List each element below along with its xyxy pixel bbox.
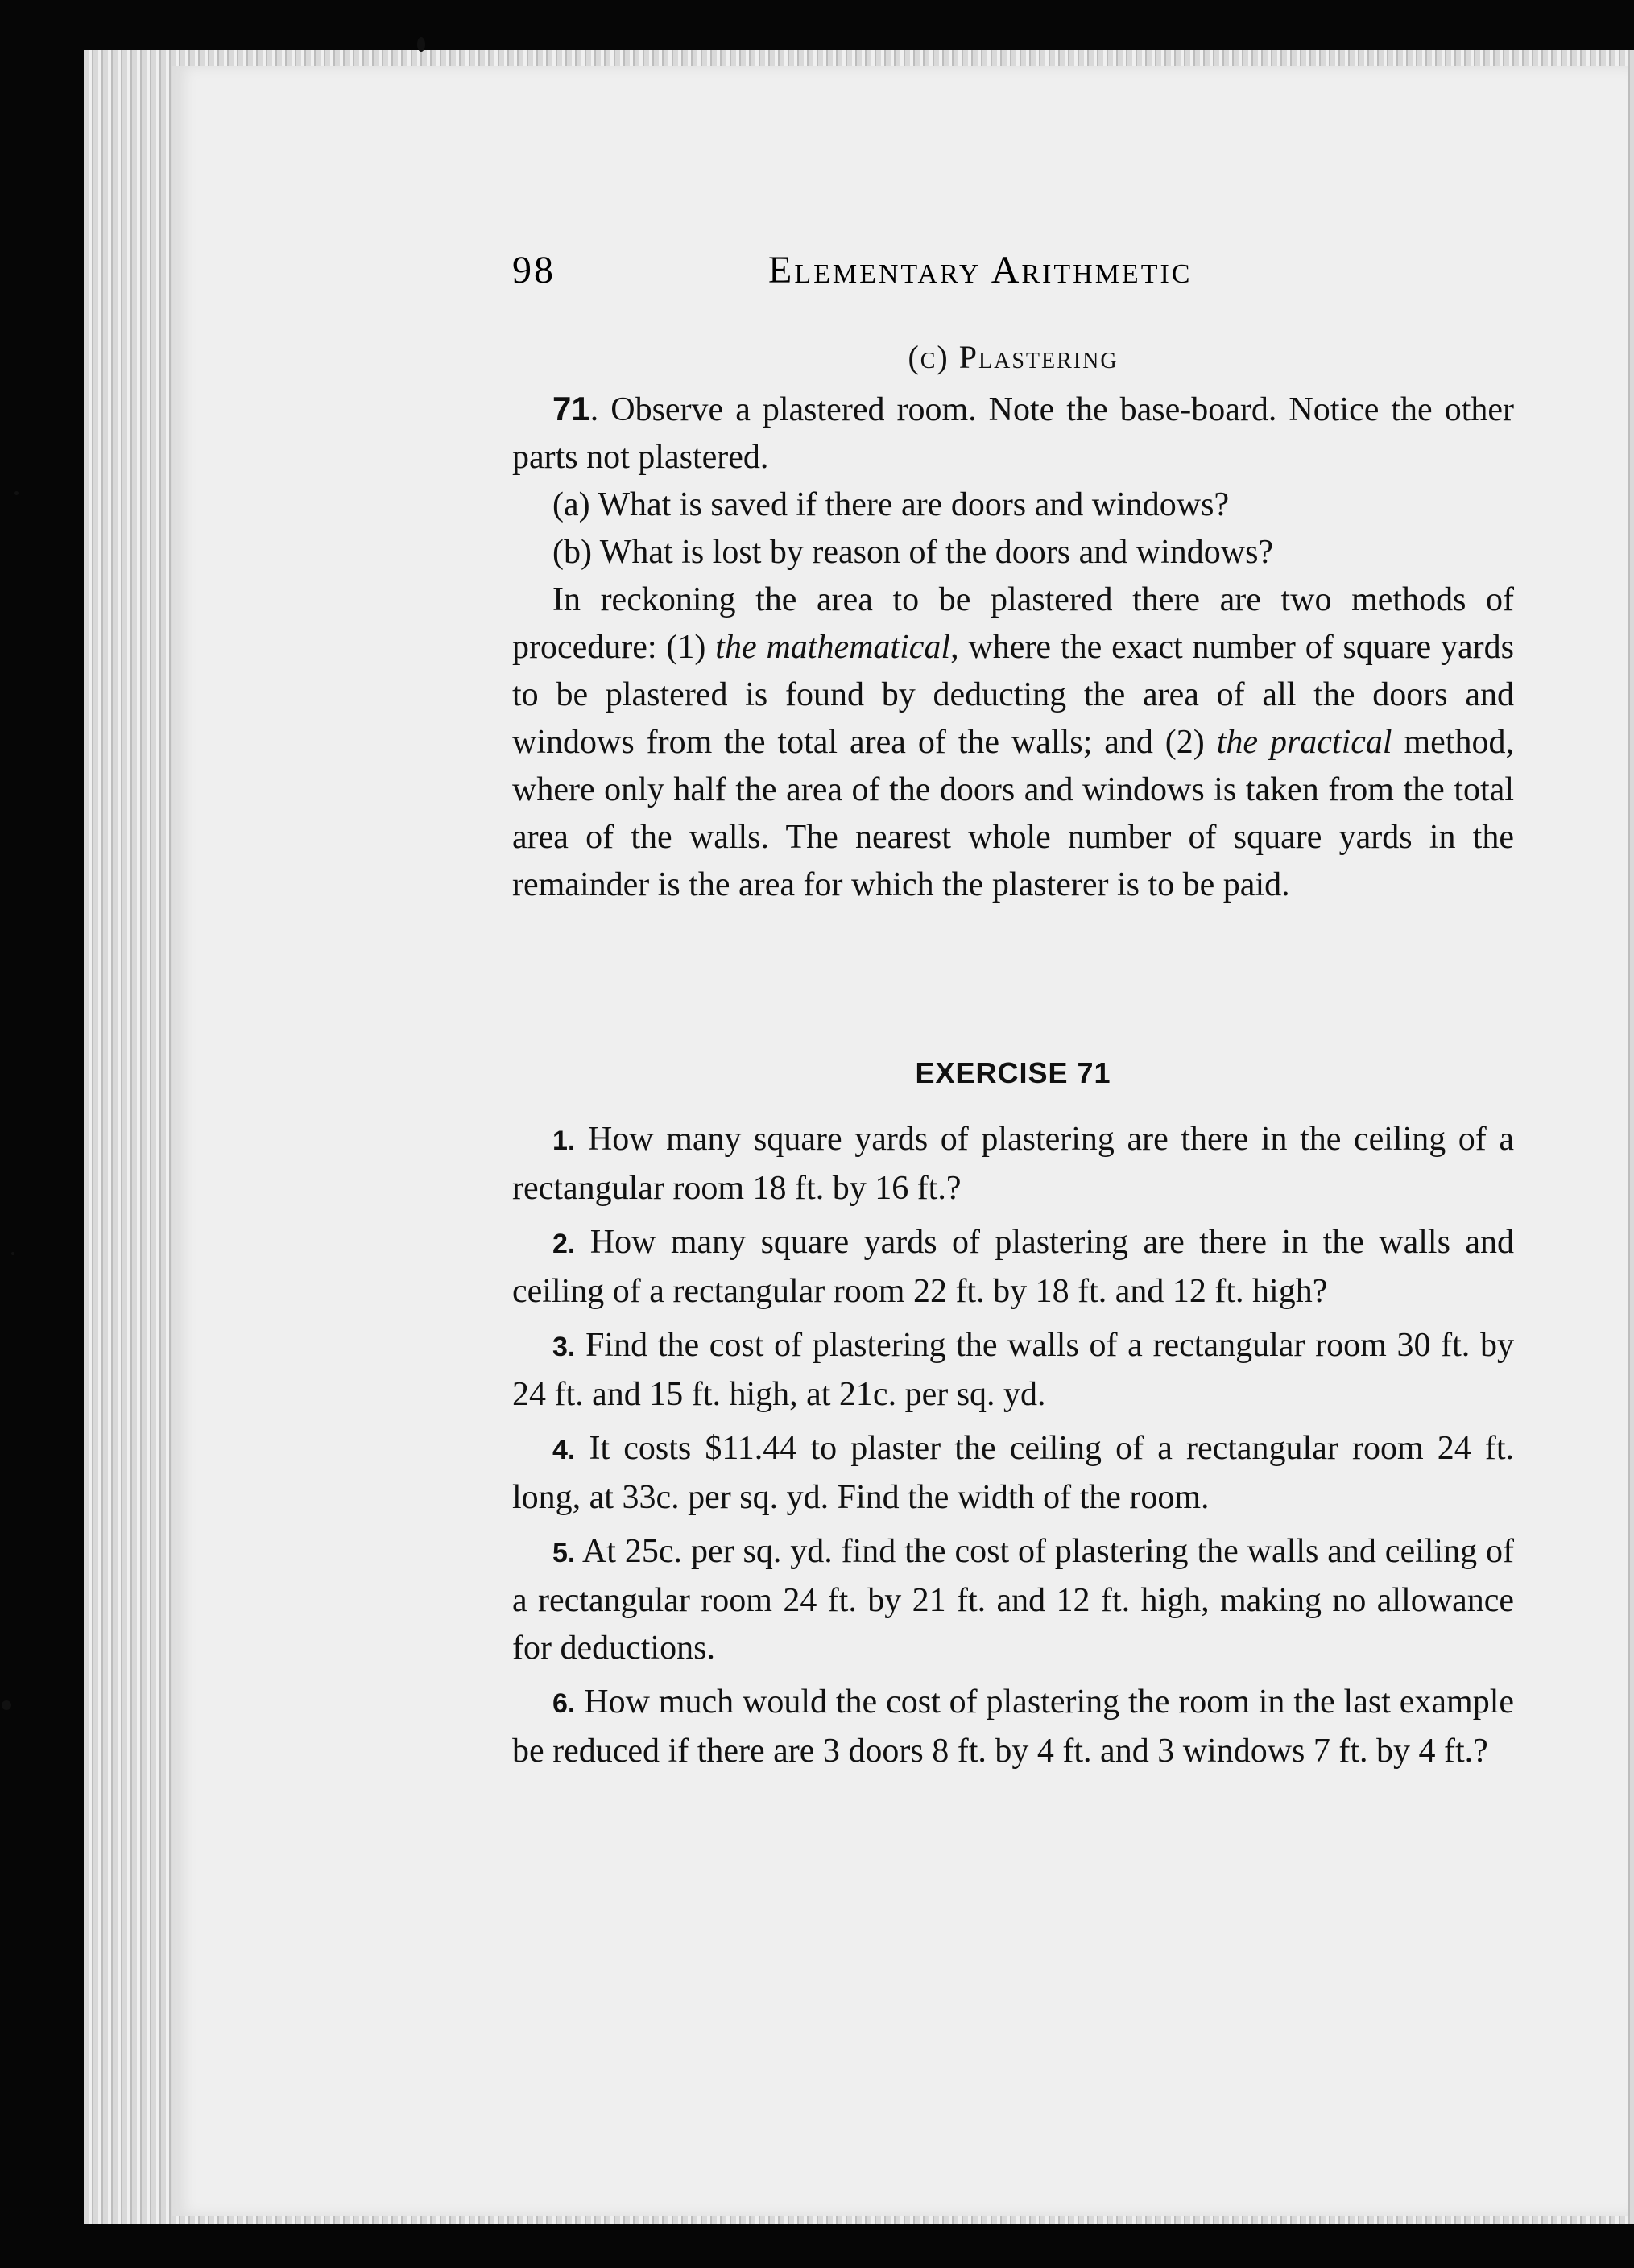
exercise-text: How many square yards of plastering are there in the walls and ceiling of a rectangular room 22 ft. by 18 ft. and 12 ft. high? [512, 1224, 1515, 1310]
exercise-number: 6. [552, 1688, 576, 1719]
scan-speck [2, 1700, 11, 1710]
running-title: Elementary Arithmetic [768, 249, 1193, 291]
exercise-text: How many square yards of plastering are there in the ceiling of a rectangular room 18 ft. by 16 ft.? [512, 1121, 1515, 1207]
exercise-title: EXERCISE 71 [915, 1056, 1111, 1089]
exercise-item [512, 1219, 1514, 1316]
question-b: (b) What is lost by reason of the doors and windows? [552, 534, 1274, 571]
exercise-text: How much would the cost of plastering the room in the last example be reduced if there are 3 doors 8 ft. by 4 ft. and 3 windows 7 ft. by 4 ft.? [512, 1683, 1515, 1770]
exercise-item [512, 1425, 1514, 1522]
term-mathematical: the mathematical [715, 629, 951, 666]
exercise-item [512, 1528, 1514, 1672]
paragraph-text-middle: , where the exact number of square yards to be plastered is found by deducting the area of all the doors and windows from the total area of the walls; and (2) [512, 629, 1515, 761]
exercise-number: 4. [552, 1435, 576, 1465]
scan-speck [11, 1252, 14, 1255]
article-text: . Observe a plastered room. Note the base-board. Notice the other parts not plastered. [512, 391, 1514, 476]
article-number: 71 [552, 390, 590, 428]
page-header [512, 248, 1514, 304]
section-heading: (c) Plastering [908, 339, 1119, 375]
exercise-text: At 25c. per sq. yd. find the cost of plastering the walls and ceiling of a rectangular room 24 ft. by 21 ft. and 12 ft. high, making no allowance for deductions. [512, 1533, 1514, 1667]
exercise-item [512, 1322, 1514, 1419]
paragraph-text-start: In reckoning the area to be plastered there are two methods of procedure: (1) [512, 581, 1514, 666]
scan-speck [417, 37, 425, 52]
term-practical: the practical [1216, 724, 1392, 761]
paragraph-text-end: method, where only half the area of the doors and windows is taken from the total area of the walls. The nearest whole number of square yards in the remainder is the area for which the plasterer is to be paid. [512, 724, 1514, 903]
exercise-number: 2. [552, 1229, 576, 1259]
exercise-text: It costs $11.44 to plaster the ceiling of a rectangular room 24 ft. long, at 33c. per sq. yd. Find the width of the room. [512, 1430, 1515, 1516]
article-body [512, 385, 1514, 909]
exercise-list [512, 1116, 1514, 1782]
scan-speck [14, 491, 19, 495]
exercise-item [512, 1116, 1514, 1212]
method-paragraph [512, 576, 1514, 909]
exercise-text: Find the cost of plastering the walls of a rectangular room 30 ft. by 24 ft. and 15 ft. high, at 21c. per sq. yd. [512, 1327, 1514, 1413]
exercise-number: 5. [552, 1538, 576, 1568]
question-a: (a) What is saved if there are doors and windows? [552, 486, 1230, 523]
exercise-item [512, 1679, 1514, 1775]
page-number: 98 [512, 249, 556, 291]
exercise-number: 3. [552, 1332, 576, 1362]
article-intro [512, 385, 1514, 481]
exercise-number: 1. [552, 1126, 576, 1156]
